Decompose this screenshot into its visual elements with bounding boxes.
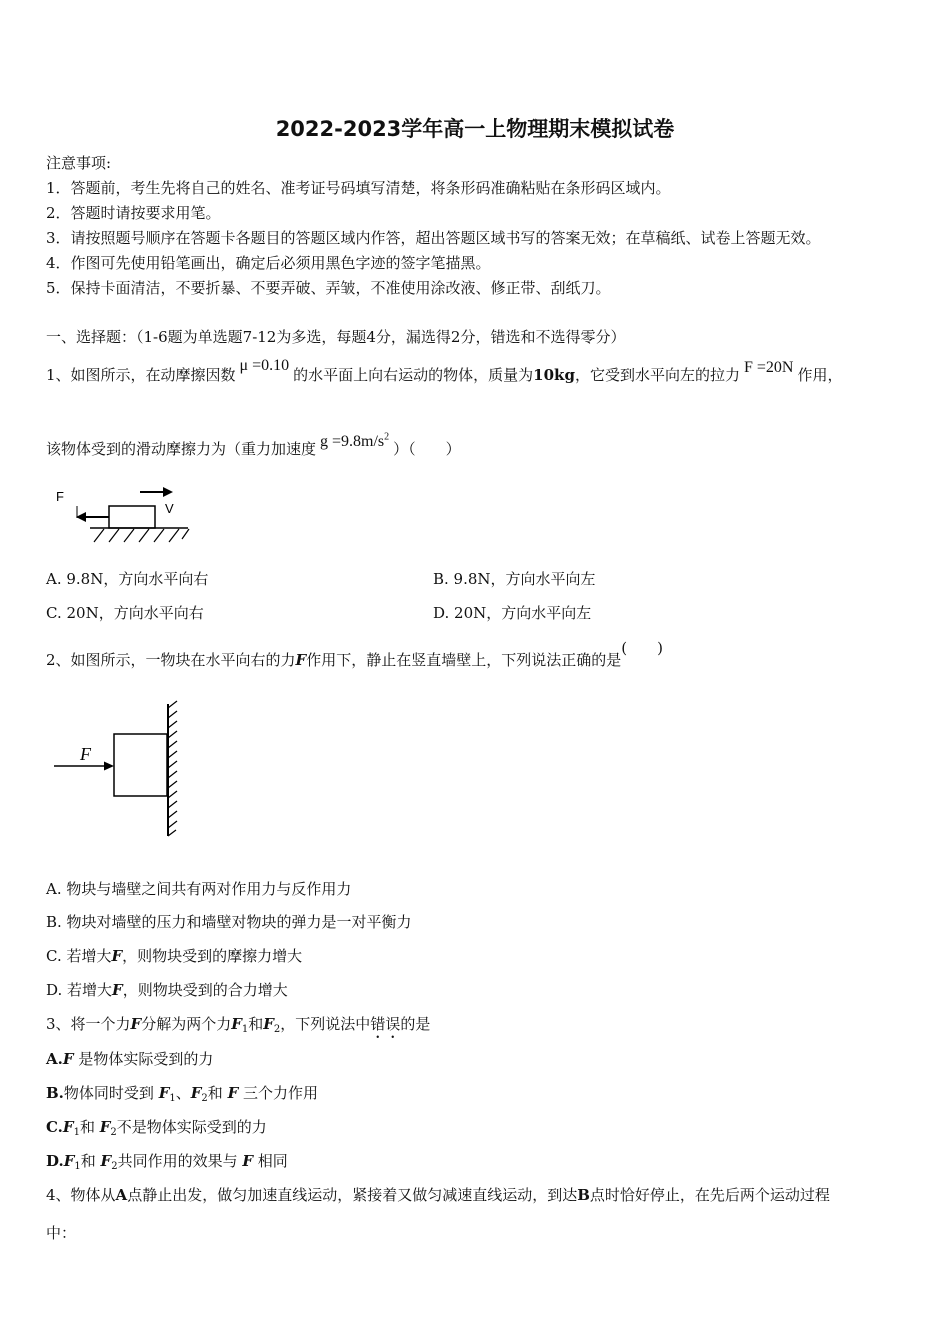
question-2-stem: 2、如图所示，一物块在水平向右的力F作用下，静止在竖直墙壁上，下列说法正确的是( ) [46,639,663,669]
notice-item: 1．答题前，考生先将自己的姓名、准考证号码填写清楚，将条形码准确粘贴在条形码区域内。 [46,179,671,197]
q2-option-c: C. 若增大F，则物块受到的摩擦力增大 [46,947,303,965]
q2-option-b: B. 物块对墙壁的压力和墙壁对物块的弹力是一对平衡力 [46,913,412,931]
question-4-stem: 4、物体从A点静止出发，做匀加速直线运动，紧接着又做匀减速直线运动，到达B点时恰好停止，在先后两个运动过程 [46,1186,830,1204]
emphasis-wrong: 错误 [370,1015,401,1033]
force-formula: F =20N [743,359,794,376]
block [109,506,155,528]
q2-option-a: A. 物块与墙壁之间共有两对作用力与反作用力 [46,880,352,898]
q1-option-a: A. 9.8N，方向水平向右 [46,570,209,588]
notice-item: 4．作图可先使用铅笔画出，确定后必须用黑色字迹的签字笔描黑。 [46,254,491,272]
notice-item: 5．保持卡面清洁，不要折暴、不要弄破、弄皱，不准使用涂改液、修正带、刮纸刀。 [46,279,611,297]
q3-option-c: $C.F_1$和 $F_2$不是物体实际受到的力 [46,1118,267,1138]
page-title: 2022-2023学年高一上物理期末模拟试卷 [275,117,675,141]
q3-option-a: A.F 是物体实际受到的力 [46,1050,214,1068]
question-4-stem-line2: 中： [46,1224,77,1242]
q1-option-b: B. 9.8N，方向水平向左 [433,570,596,588]
ground-hatch [94,529,189,542]
question-1-stem-line2: 该物体受到的滑动摩擦力为（重力加速度 $g =9.8m/s^2$）（ ） [46,431,461,458]
velocity-label: V [165,501,174,516]
wall-hatch [168,701,177,836]
block [114,734,167,796]
question-1-figure [44,482,194,546]
force-arrowhead [104,762,114,771]
velocity-arrowhead [163,487,173,497]
mu-formula: μ =0.10 [239,357,290,374]
q1-option-c: C. 20N，方向水平向右 [46,604,204,622]
notice-item: 3．请按照题号顺序在答题卡各题目的答题区域内作答，超出答题区域书写的答案无效；在草稿纸、试卷上答题无效。 [46,229,821,247]
question-1-stem: 1、如图所示，在动摩擦因数μ =0.10的水平面上向右运动的物体，质量为10kg，它受到水平向左的拉力 F =20N 作用， [46,357,843,384]
question-2-figure [50,700,190,840]
g-formula: $g =9.8m/s^2$ [320,431,390,450]
q2-option-d: D. 若增大F，则物块受到的合力增大 [46,981,288,999]
notice-heading: 注意事项: [46,154,112,172]
section-heading: 一、选择题：（1-6题为单选题7-12为多选，每题4分，漏选得2分，错选和不选得零分） [46,328,626,346]
notice-item: 2．答题时请按要求用笔。 [46,204,221,222]
q3-option-d: $D.F_1$和 $F_2$共同作用的效果与 F 相同 [46,1152,288,1172]
force-label: F [56,489,64,504]
q1-option-d: D. 20N，方向水平向左 [433,604,592,622]
question-3-stem: 3、将一个力F分解为两个力$F_1$和$F_2$，下列说法中错误的是 [46,1015,431,1035]
force-label: F [80,744,91,764]
q3-option-b: B.物体同时受到 $F_1$、$F_2$和 F 三个力作用 [46,1084,319,1104]
